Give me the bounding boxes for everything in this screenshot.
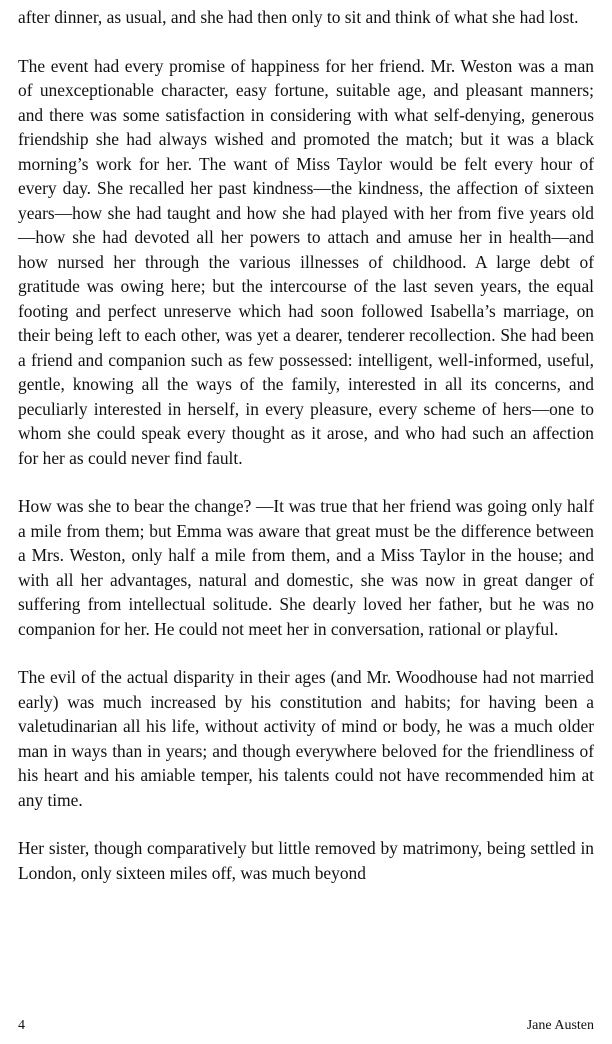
page-body: [18, 5, 594, 909]
running-author: Jane Austen: [526, 1018, 594, 1033]
paragraph-1: after dinner, as usual, and she had then only to sit and think of what she had lost.: [18, 7, 579, 27]
page-number: 4: [18, 1018, 25, 1033]
paragraph-4: The evil of the actual disparity in their ages (and Mr. Woodhouse had not married early) was much increased by his constitution and habits; for having been a valetudinarian all his life, without activity of mind or body, he was a much older man in ways than in years; and though everywhere beloved for the friendliness of his heart and his amiable temper, his talents could not have recommended him at any time.: [18, 667, 594, 810]
paragraph-3: How was she to bear the change? —It was true that her friend was going only half a mile from them; but Emma was aware that great must be the difference between a Mrs. Weston, only half a mile from them, and a Miss Taylor in the house; and with all her advantages, natural and domestic, she was now in great danger of suffering from intellectual solitude. She dearly loved her father, but he was no companion for her. He could not meet her in conversation, rational or playful.: [18, 496, 594, 639]
page-footer: [18, 1016, 594, 1036]
paragraph-5: Her sister, though comparatively but little removed by matrimony, being settled in London, only sixteen miles off, was much beyond: [18, 838, 594, 883]
paragraph-2: The event had every promise of happiness for her friend. Mr. Weston was a man of unexceptionable character, easy fortune, suitable age, and pleasant manners; and there was some satisfaction in considering with what self-denying, generous friendship she had always wished and promoted the match; but it was a black morning’s work for her. The want of Miss Taylor would be felt every hour of every day. She recalled her past kindness—the kindness, the affection of sixteen years—how she had taught and how she had played with her from five years old—how she had devoted all her powers to attach and amuse her in health—and how nursed her through the various illnesses of childhood. A large debt of gratitude was owing here; but the intercourse of the last seven years, the equal footing and perfect unreserve which had soon followed Isabella’s marriage, on their being left to each other, was yet a dearer, tenderer recollection. She had been a friend and companion such as few possessed: intelligent, well-informed, useful, gentle, knowing all the ways of the family, interested in all its concerns, and peculiarly interested in herself, in every pleasure, every scheme of hers—one to whom she could speak every thought as it arose, and who had such an affection for her as could never find fault.: [18, 55, 594, 468]
